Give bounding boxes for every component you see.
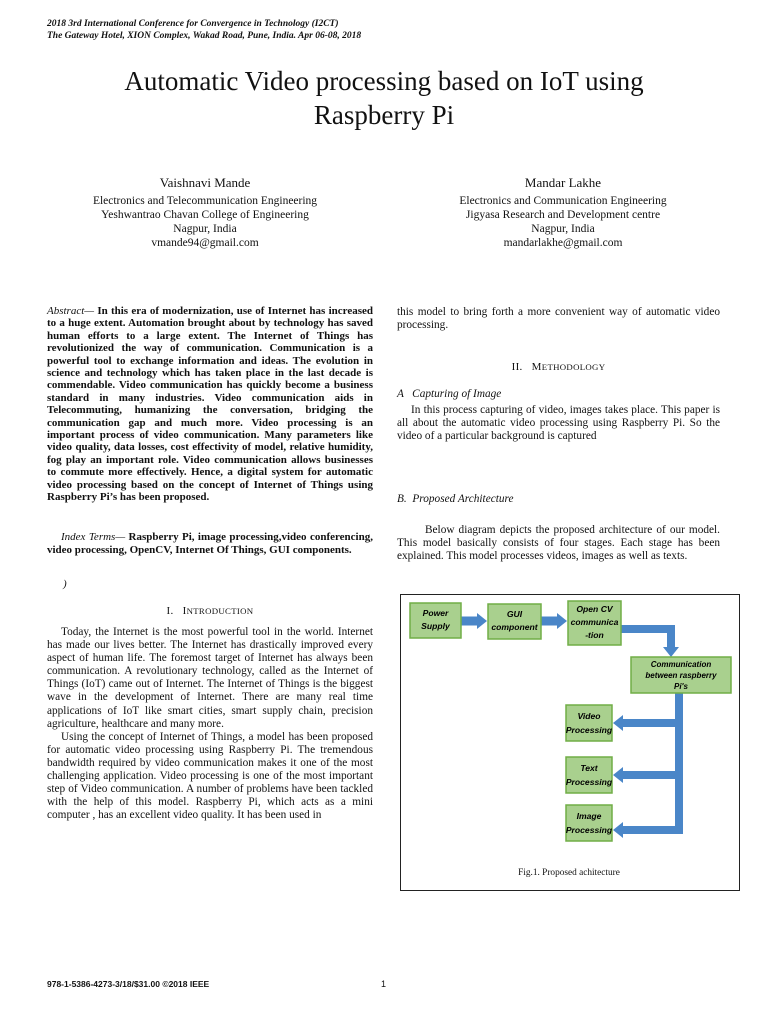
trunk-line <box>619 691 679 830</box>
conference-name: 2018 3rd International Conference for Convergence in Technology (I2CT) <box>47 19 339 29</box>
paper-title <box>0 64 768 132</box>
block-opencv-communication <box>568 601 621 645</box>
page-number: 1 <box>381 979 387 989</box>
arrow-opencv-to-comm <box>621 629 671 647</box>
block-label: GUI <box>506 609 523 619</box>
author-block-2 <box>405 174 721 250</box>
author-dept: Electronics and Communication Engineering <box>459 195 667 207</box>
author-name: Vaishnavi Mande <box>159 175 251 190</box>
subsection-b-paragraph: Below diagram depicts the proposed architecture of our model. This model basically consists of four stages. Each stage has been explained. This model processes videos, images as well as texts. <box>397 524 720 563</box>
subsection-a-body <box>397 404 720 443</box>
section-rest: NTRODUCTION <box>186 606 254 616</box>
intro-paragraph-1: Today, the Internet is the most powerful tool in the world. Internet has made our lives better. The Internet has drastically improved every aspect of human life. The foremost target of Internet has always been communication. A revolutionary technology, called as the Internet of Things (IoT) came out of Internet. The Internet of Things is the biggest wave in the development of Internet. There are many real time applications of IoT like smart cities, smart supply chain, precision agriculture, healthcare and many more. <box>47 626 373 730</box>
right-column-continuation: this model to bring forth a more convenient way of automatic video processing. <box>397 306 720 332</box>
architecture-diagram <box>401 595 739 890</box>
stray-mark: ) <box>63 578 67 590</box>
figure-proposed-architecture <box>400 594 740 891</box>
block-label: -tion <box>585 630 604 640</box>
footer-isbn: 978-1-5386-4273-3/18/$31.00 ©2018 IEEE <box>47 979 210 989</box>
author-city: Nagpur, India <box>531 223 595 235</box>
intro-paragraph-2: Using the concept of Internet of Things, a model has been proposed for automatic video processing using Raspberry Pi. The tremendous bandwidth required by video communication makes it one of the most challenging application. Video processing is one of the most important step of Video communication. A number of problems have been tackled with the help of this model. Raspberry Pi, which acts as a mini computer , has an excellent video quality. It has been used in <box>47 730 373 822</box>
section-number: I. <box>166 605 174 617</box>
block-label: Processing <box>565 825 613 835</box>
arrow-to-video-head <box>613 715 623 731</box>
block-gui-component <box>488 604 541 639</box>
block-label: between raspberry <box>645 671 717 680</box>
block-label: Power <box>422 608 449 618</box>
block-label: Supply <box>421 621 450 631</box>
block-video-processing <box>566 705 613 741</box>
title-line-1: Automatic Video processing based on IoT using <box>124 66 644 96</box>
block-label: Communication <box>650 660 712 669</box>
index-terms-label: Index Terms— <box>61 531 126 543</box>
subsection-b-heading: B. Proposed Architecture <box>397 493 514 505</box>
section-cap: I <box>182 605 187 617</box>
index-terms-text: Raspberry Pi, image processing,video conferencing, video processing, OpenCV, Internet Of Things, GUI components. <box>47 531 373 556</box>
arrow-gui-to-opencv-head <box>557 613 567 629</box>
section-rest: ETHODOLOGY <box>541 362 606 372</box>
arrow-to-text-head <box>613 767 623 783</box>
author-org: Jigyasa Research and Development centre <box>465 209 661 221</box>
block-label: Pi's <box>674 682 688 691</box>
figure-caption: Fig.1. Proposed achitecture <box>518 868 620 878</box>
block-label: communica <box>570 617 619 627</box>
block-label: Open CV <box>576 604 613 614</box>
block-label: Processing <box>565 725 613 735</box>
block-label: Text <box>580 763 598 773</box>
subsection-b-body <box>397 524 720 563</box>
section-heading-introduction <box>47 605 373 617</box>
block-image-processing <box>566 805 613 841</box>
block-power-supply <box>410 603 461 638</box>
section-cap: M <box>531 361 542 373</box>
arrow-power-to-gui-head <box>477 613 487 629</box>
section-heading-methodology <box>397 361 720 373</box>
author-org: Yeshwantrao Chavan College of Engineering <box>101 209 309 221</box>
author-city: Nagpur, India <box>173 223 237 235</box>
section-number: II. <box>511 361 523 373</box>
subsection-a-heading: A Capturing of Image <box>397 388 502 400</box>
block-label: Processing <box>565 777 613 787</box>
abstract <box>47 305 373 504</box>
author-dept: Electronics and Telecommunication Engineering <box>92 195 318 207</box>
introduction-body <box>47 626 373 822</box>
title-line-2: Raspberry Pi <box>313 100 455 130</box>
block-label: Video <box>577 711 601 721</box>
author-email[interactable]: mandarlakhe@gmail.com <box>503 237 623 249</box>
abstract-label: Abstract— <box>47 305 95 317</box>
author-email[interactable]: vmande94@gmail.com <box>151 237 259 249</box>
author-block-1 <box>47 174 363 250</box>
conference-venue: The Gateway Hotel, XION Complex, Wakad Road, Pune, India. Apr 06-08, 2018 <box>47 31 362 41</box>
block-communication-raspberry-pi <box>631 657 731 693</box>
index-terms <box>47 531 373 557</box>
subsection-a-paragraph: In this process capturing of video, images takes place. This paper is all about the automatic video processing using Raspberry Pi. So the video of a particular background is captured <box>397 404 720 443</box>
block-text-processing <box>566 757 613 793</box>
block-label: component <box>491 622 538 632</box>
abstract-text: In this era of modernization, use of Internet has increased to a huge extent. Automation brought about by technology has saved human efforts to a large extent. The Internet of Things has revolutionized the way of communication. Communication is a powerful tool to exchange information and ideas. The evolution in science and technology which has taken place in the last decade is commendable. Video communication has quickly become a business standard in many industries. Video communication aids in Telecommuting, humanizing the conversation, bridging the communication gap and much more. Video processing is an important process of video communication. Many parameters like video quality, data losses, cost effectivity of model, relative humidity, fog play an important role. Video communication allows businesses to commute more effectively. Hence, a digital system for automatic video processing based on the concept of Internet of Things using Raspberry Pi’s has been proposed. <box>47 305 373 504</box>
author-name: Mandar Lakhe <box>524 175 602 190</box>
conference-header <box>47 18 361 42</box>
arrow-to-image-head <box>613 822 623 838</box>
block-label: Image <box>576 811 602 821</box>
arrow-opencv-to-comm-head <box>663 647 679 657</box>
